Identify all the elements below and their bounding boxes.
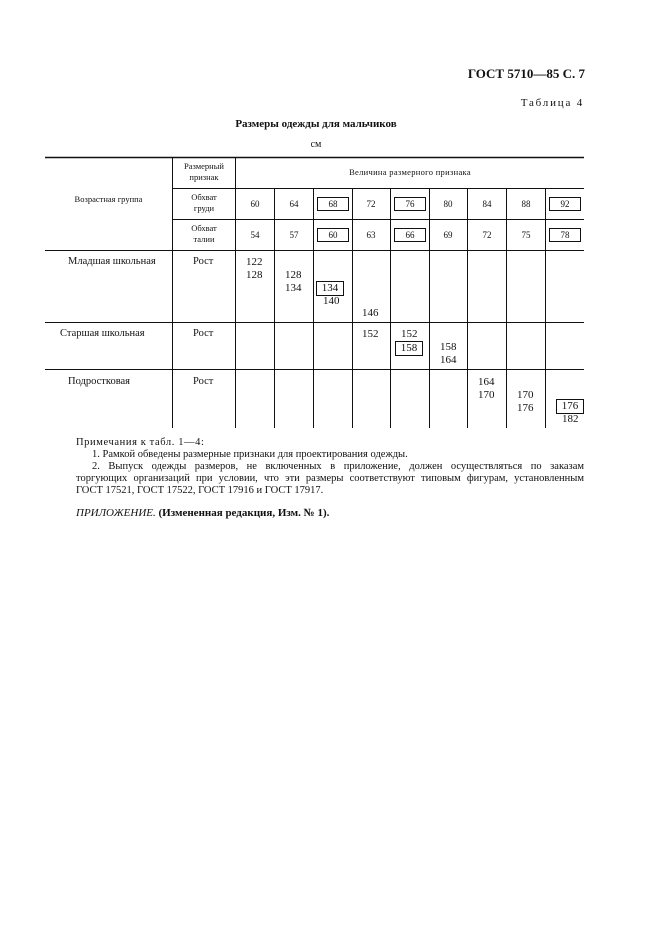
- measure-value: 72: [482, 230, 492, 240]
- appendix-bold: (Измененная редакция, Изм. № 1).: [158, 507, 330, 519]
- height-value: 140: [323, 295, 340, 307]
- measure-value: 80: [443, 199, 453, 209]
- size-feature-header: Размерный признак: [184, 161, 224, 182]
- height-value: 170: [478, 389, 495, 401]
- table-label: Таблица 4: [520, 97, 584, 109]
- measure-value: 69: [443, 230, 453, 240]
- height-value: 134: [285, 282, 302, 294]
- boxed-height-value: 158: [395, 341, 423, 356]
- measure-value: 57: [289, 230, 299, 240]
- height-value: 128: [246, 269, 263, 281]
- height-value: 158: [440, 341, 457, 353]
- measure-value: 63: [366, 230, 376, 240]
- measure-value: 72: [366, 199, 376, 209]
- height-value: 170: [517, 389, 534, 401]
- height-value: 164: [440, 354, 457, 366]
- boxed-height-value: 134: [316, 281, 344, 296]
- height-value: 164: [478, 376, 495, 388]
- height-value: 176: [517, 402, 534, 414]
- boxed-measure-value: 76: [394, 197, 426, 211]
- note-item-2-line-3: ГОСТ 17521, ГОСТ 17522, ГОСТ 17916 и ГОСТ 17917.: [76, 485, 324, 496]
- row-group-teen: Подростковая: [68, 376, 131, 387]
- appendix-italic: ПРИЛОЖЕНИЕ.: [76, 507, 156, 519]
- chest-label: Обхват груди: [191, 192, 217, 213]
- measure-value: 88: [521, 199, 531, 209]
- row-feature-junior: Рост: [193, 256, 214, 267]
- measure-value: 75: [521, 230, 531, 240]
- row-group-junior: Младшая школьная: [68, 256, 156, 267]
- height-value: 146: [362, 307, 379, 319]
- waist-label: Обхват талии: [191, 223, 217, 244]
- notes-heading: Примечания к табл. 1—4:: [76, 437, 205, 448]
- boxed-height-value: 176: [556, 399, 584, 414]
- height-value: 152: [401, 328, 418, 340]
- row-feature-senior: Рост: [193, 328, 214, 339]
- height-value: 152: [362, 328, 379, 340]
- height-value: 122: [246, 256, 263, 268]
- boxed-measure-value: 78: [549, 228, 581, 242]
- height-value: 128: [285, 269, 302, 281]
- row-group-senior: Старшая школьная: [60, 328, 145, 339]
- measure-value: 60: [250, 199, 260, 209]
- value-header: Величина размерного признака: [349, 167, 471, 177]
- measure-value: 54: [250, 230, 260, 240]
- boxed-measure-value: 60: [317, 228, 349, 242]
- note-item-2-line-1: 2. Выпуск одежды размеров, не включенных в приложение, должен осуществляться по заказам: [92, 461, 584, 472]
- note-item-1: 1. Рамкой обведены размерные признаки для проектирования одежды.: [92, 449, 408, 460]
- appendix-line: [76, 507, 329, 519]
- boxed-measure-value: 68: [317, 197, 349, 211]
- height-value: 182: [562, 413, 579, 425]
- row-feature-teen: Рост: [193, 376, 214, 387]
- age-group-header: Возрастная группа: [74, 194, 143, 204]
- measure-value: 64: [289, 199, 299, 209]
- unit-label: см: [310, 139, 322, 150]
- boxed-measure-value: 66: [394, 228, 426, 242]
- boxed-measure-value: 92: [549, 197, 581, 211]
- note-item-2-line-2: торгующих организаций при условии, что эти размеры соответствуют типовым фигурам, установленным: [76, 473, 584, 484]
- measure-value: 84: [482, 199, 492, 209]
- table-title: Размеры одежды для мальчиков: [235, 118, 397, 130]
- page-header: ГОСТ 5710—85 С. 7: [467, 66, 585, 81]
